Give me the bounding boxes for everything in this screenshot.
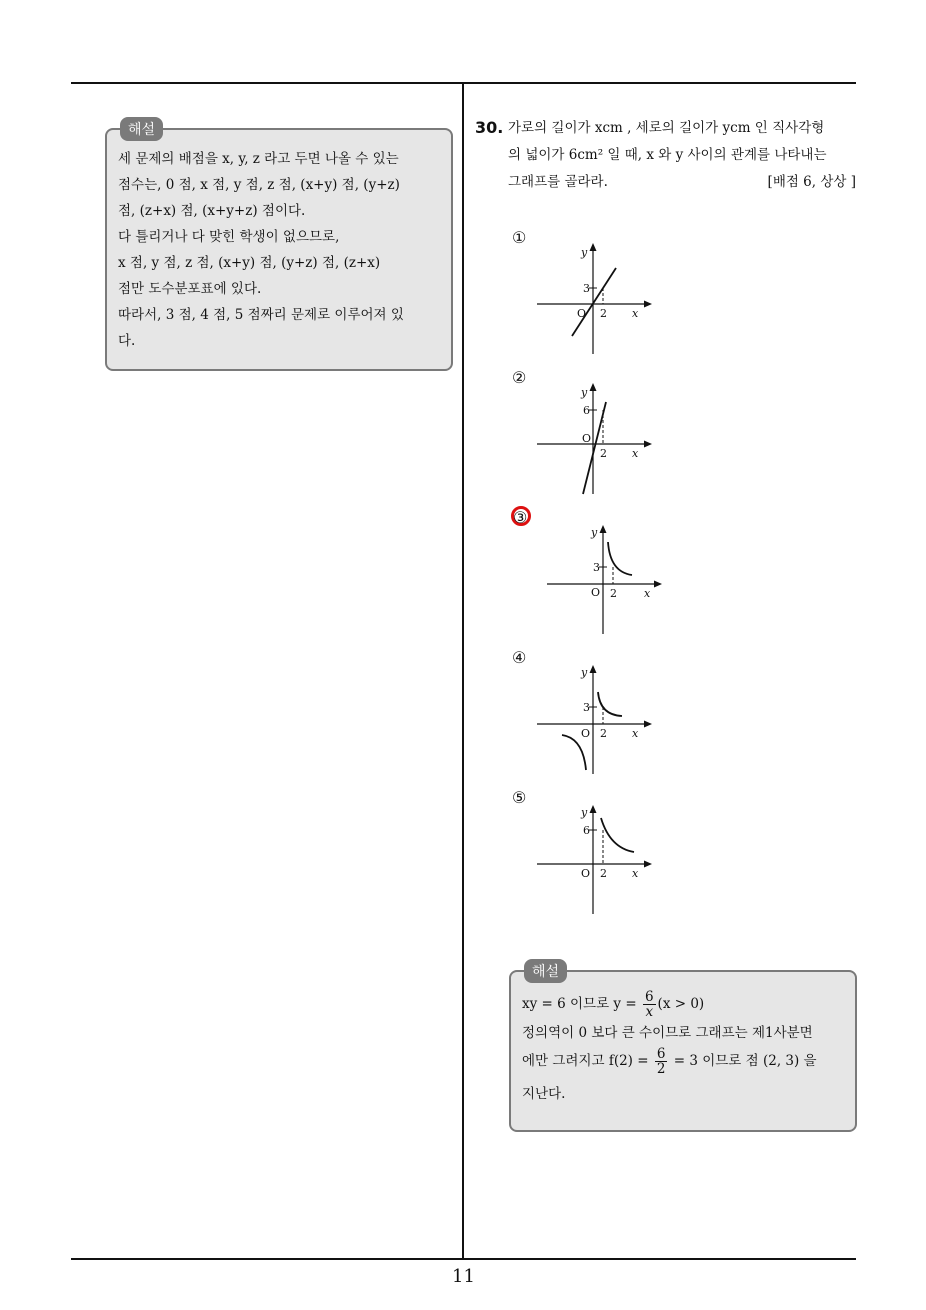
option-3-marker[interactable]: ③ [513,508,528,527]
left-line: 점만 도수분포표에 있다. [118,281,262,297]
option-3-y-tick: 3 [593,561,600,574]
option-1-origin: O [577,307,587,320]
fraction-numerator: 6 [644,989,654,1005]
option-3-x-tick: 2 [610,587,617,600]
fraction-6-over-x [643,990,656,1019]
option-1-x-label: x [632,307,639,320]
question-line-3 [508,169,858,196]
option-2-x-tick: 2 [600,447,607,460]
option-1-x-tick: 2 [600,307,607,320]
option-2-marker[interactable]: ② [512,368,527,387]
option-3-origin: O [591,586,601,599]
option-3-y-label: y [591,526,598,539]
option-1-graph[interactable] [530,240,660,360]
question-number: 30. [475,118,504,137]
left-explanation-text [118,146,448,354]
option-5-y-label: y [581,806,588,819]
right-line-4: 지난다. [522,1086,566,1102]
option-5-x-label: x [632,867,639,880]
left-line: x 점, y 점, z 점, (x+y) 점, (y+z) 점, (z+x) [118,255,381,271]
left-explanation-tab: 해설 [120,117,163,141]
option-4-marker[interactable]: ④ [512,648,527,667]
option-5-marker[interactable]: ⑤ [512,788,527,807]
left-line: 따라서, 3 점, 4 점, 5 점짜리 문제로 이루어져 있 [118,307,404,323]
option-4-x-tick: 2 [600,727,607,740]
fraction-numerator: 6 [656,1046,666,1062]
left-line: 세 문제의 배점을 x, y, z 라고 두면 나올 수 있는 [118,151,399,167]
option-2-y-label: y [581,386,588,399]
right-line-3 [522,1047,852,1076]
question-line-2: 의 넓이가 6cm² 일 때, x 와 y 사이의 관계를 나타내는 [508,147,827,163]
right-line-3-a: 에만 그려지고 f(2) = [522,1053,653,1069]
option-4-origin: O [581,727,591,740]
right-line-2: 정의역이 0 보다 큰 수이므로 그래프는 제1사분면 [522,1025,813,1041]
option-5-y-tick: 6 [583,824,590,837]
option-5-x-tick: 2 [600,867,607,880]
option-1-marker[interactable]: ① [512,228,527,247]
option-2-y-tick: 6 [583,404,590,417]
question-line-3-text: 그래프를 골라라. [508,174,608,190]
left-line: 다. [118,333,136,349]
option-2-origin: O [582,432,592,445]
fraction-6-over-2 [655,1047,668,1076]
right-line-1-a: xy = 6 이므로 y = [522,996,641,1012]
left-line: 다 틀리거나 다 맞힌 학생이 없으므로, [118,229,340,245]
right-explanation-text [522,990,852,1108]
left-line: 점수는, 0 점, x 점, y 점, z 점, (x+y) 점, (y+z) [118,177,400,193]
fraction-denominator: 2 [656,1061,666,1077]
question-line-1: 가로의 길이가 xcm , 세로의 길이가 ycm 인 직사각형 [508,120,825,136]
question-text [508,115,858,196]
fraction-denominator: x [645,1004,654,1020]
column-divider [462,83,464,1259]
option-5-graph[interactable] [530,800,660,920]
right-line-1-b: (x > 0) [657,996,705,1012]
right-line-3-b: = 3 이므로 점 (2, 3) 을 [669,1053,817,1069]
right-line-1 [522,990,852,1019]
option-4-y-tick: 3 [583,701,590,714]
option-4-x-label: x [632,727,639,740]
option-5-origin: O [581,867,591,880]
option-1-y-label: y [581,246,588,259]
option-1-y-tick: 3 [583,282,590,295]
option-3-graph[interactable] [540,520,670,640]
option-2-graph[interactable] [530,380,660,500]
right-explanation-tab: 해설 [524,959,567,983]
option-2-x-label: x [632,447,639,460]
question-points: [배점 6, 상상 ] [767,174,856,190]
page-number: 11 [452,1266,475,1287]
bottom-rule [71,1258,856,1260]
left-line: 점, (z+x) 점, (x+y+z) 점이다. [118,203,306,219]
option-3-x-label: x [644,587,651,600]
option-4-y-label: y [581,666,588,679]
option-4-graph[interactable] [530,660,660,780]
